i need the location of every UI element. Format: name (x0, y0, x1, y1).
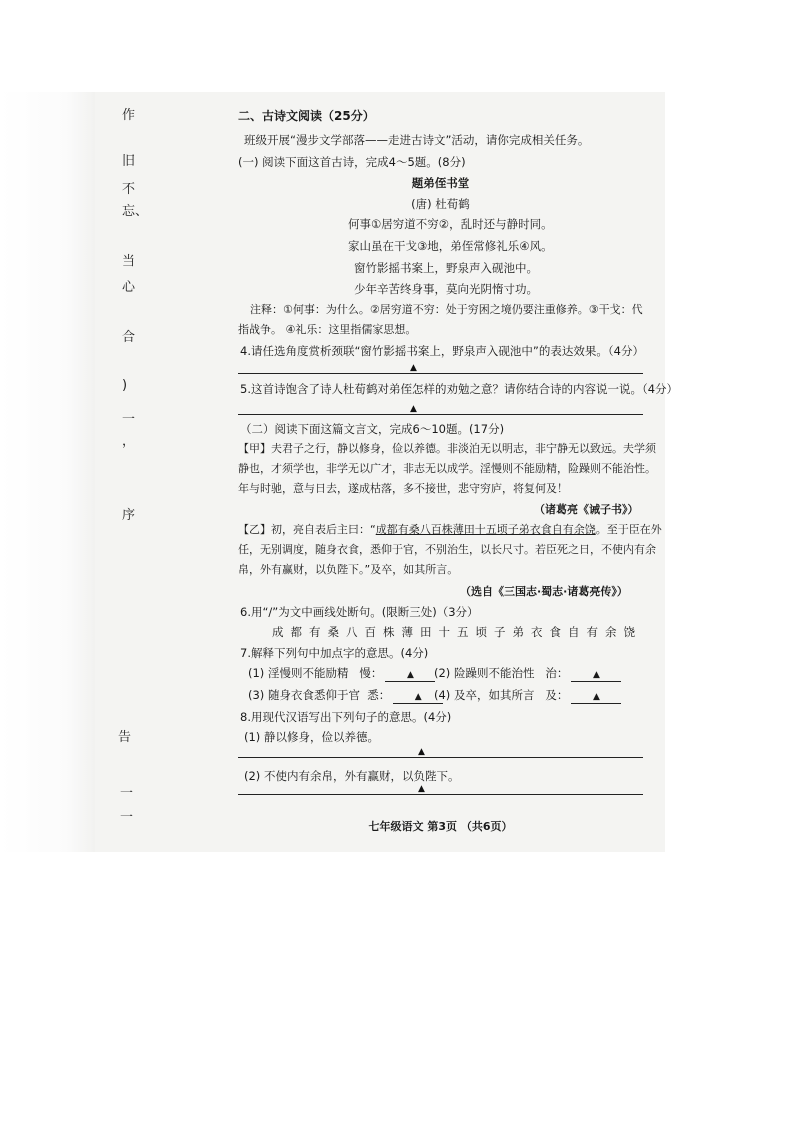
q7-item (434, 665, 621, 682)
margin-char: 忘、 (122, 204, 149, 219)
q7-item (434, 687, 621, 704)
passage-jia: 【甲】夫君子之行，静以修身，俭以养德。非淡泊无以明志，非宁静无以致远。夫学须 (238, 442, 656, 455)
activity-intro: 班级开展“漫步文学部落——走进古诗文”活动，请你完成相关任务。 (244, 133, 590, 147)
answer-marker: ▲ (592, 692, 600, 702)
question-6: 6.用“/”为文中画线处断句。(限断三处)（3分） (240, 605, 479, 619)
margin-char: ， (122, 434, 136, 449)
q8-item: (1) 静以修身，俭以养德。 (244, 730, 379, 744)
answer-line-q5[interactable] (238, 414, 643, 415)
poem-title: 题弟侄书堂 (411, 176, 470, 190)
q7-item-key: 慢： (359, 666, 383, 680)
passage-jia: 年与时驰，意与日去，遂成枯落，多不接世，悲守穷庐，将复何及！ (238, 482, 568, 495)
passage-yi-underlined: 成都有桑八百株薄田十五顷子弟衣食自有余饶 (375, 523, 596, 536)
passage-yi: 帛，外有赢财，以负陛下。”及卒，如其所言。 (238, 563, 459, 576)
answer-marker: ▲ (406, 670, 414, 680)
q7-item (248, 665, 435, 682)
page-footer: 七年级语文 第3页 （共6页） (368, 820, 513, 833)
question-8: 8.用现代汉语写出下列句子的意思。(4分) (240, 710, 452, 724)
answer-line-q8-2[interactable] (238, 794, 643, 795)
section-title: 二、古诗文阅读（25分） (238, 109, 375, 123)
poem-line: 何事①居穷道不穷②，乱时还与静时同。 (348, 217, 553, 231)
q7-answer-blank[interactable] (385, 670, 435, 682)
q7-item-key: 治： (545, 666, 569, 680)
q7-item-text: (4) 及卒，如其所言 (434, 688, 535, 702)
question-4: 4.请任选角度赏析颈联“窗竹影摇书案上，野泉声入砚池中”的表达效果。（4分） (240, 344, 644, 358)
answer-marker: ▲ (410, 363, 417, 373)
passage-yi-rest: 。至于臣在外 (595, 523, 662, 536)
passage-yi: 任，无别调度，随身衣食，悉仰于官，不别治生，以长尺寸。若臣死之日，不使内有余 (238, 543, 656, 556)
poem-author: (唐) 杜荀鹤 (411, 197, 470, 211)
poem-notes: 指战争。 ④礼乐：这里指儒家思想。 (238, 323, 417, 336)
passage-jia: 静也，才须学也，非学无以广才，非志无以成学。淫慢则不能励精，险躁则不能治性。 (238, 462, 656, 475)
question-7: 7.解释下列句中加点字的意思。(4分) (240, 646, 429, 660)
passage-jia-source: （诸葛亮《诫子书》） (534, 503, 639, 516)
passage-yi (238, 522, 662, 538)
margin-char: ) (122, 378, 128, 393)
margin-char: 一 (122, 412, 136, 427)
margin-char: 一 (120, 810, 134, 825)
margin-char: 不 (122, 182, 136, 197)
part2-heading: （二）阅读下面这篇文言文，完成6～10题。(17分) (240, 422, 505, 436)
answer-line-q4[interactable] (238, 373, 643, 374)
q6-sentence[interactable]: 成都有桑八百株薄田十五顷子弟衣食自有余饶 (272, 625, 642, 639)
q7-answer-blank[interactable] (571, 670, 621, 682)
passage-yi-start: 【乙】初，亮自表后主曰：“ (238, 523, 376, 536)
page-left-shadow (0, 92, 95, 852)
answer-marker: ▲ (592, 670, 600, 680)
margin-char: 告 (118, 730, 132, 745)
poem-notes: 注释：①何事：为什么。②居穷道不穷：处于穷困之境仍要注重修养。③干戈：代 (250, 303, 643, 316)
q7-item-text: (1) 淫慢则不能励精 (248, 666, 349, 680)
margin-char: 旧 (122, 154, 136, 169)
passage-yi-source: （选自《三国志·蜀志·诸葛亮传》） (460, 585, 628, 598)
q7-item-text: (3) 随身衣食悉仰于官 (248, 688, 360, 702)
q7-item-key: 及： (545, 688, 569, 702)
margin-char: 作 (122, 108, 136, 123)
margin-char: 序 (122, 508, 136, 523)
poem-line: 窗竹影摇书案上，野泉声入砚池中。 (354, 261, 538, 275)
q7-item-text: (2) 险躁则不能治性 (434, 666, 535, 680)
poem-line: 少年辛苦终身事，莫向光阴惰寸功。 (354, 282, 538, 296)
margin-char: 当 (122, 254, 136, 269)
answer-marker: ▲ (418, 747, 425, 757)
q7-item (248, 687, 443, 704)
answer-line-q8-1[interactable] (238, 757, 643, 758)
answer-marker: ▲ (418, 784, 425, 794)
margin-char: 合 (122, 330, 136, 345)
poem-line: 家山虽在干戈③地，弟侄常修礼乐④风。 (348, 239, 553, 253)
q7-item-key: 悉： (367, 688, 391, 702)
q8-item: (2) 不使内有余帛，外有赢财，以负陛下。 (244, 769, 460, 783)
question-5: 5.这首诗饱含了诗人杜荀鹤对弟侄怎样的劝勉之意？请你结合诗的内容说一说。（4分） (240, 382, 679, 396)
answer-marker: ▲ (414, 692, 422, 702)
margin-char: 一 (120, 786, 134, 801)
part1-heading: (一) 阅读下面这首古诗，完成4～5题。(8分) (238, 155, 466, 169)
margin-char: 心 (122, 280, 136, 295)
answer-marker: ▲ (410, 404, 417, 414)
q7-answer-blank[interactable] (571, 692, 621, 704)
